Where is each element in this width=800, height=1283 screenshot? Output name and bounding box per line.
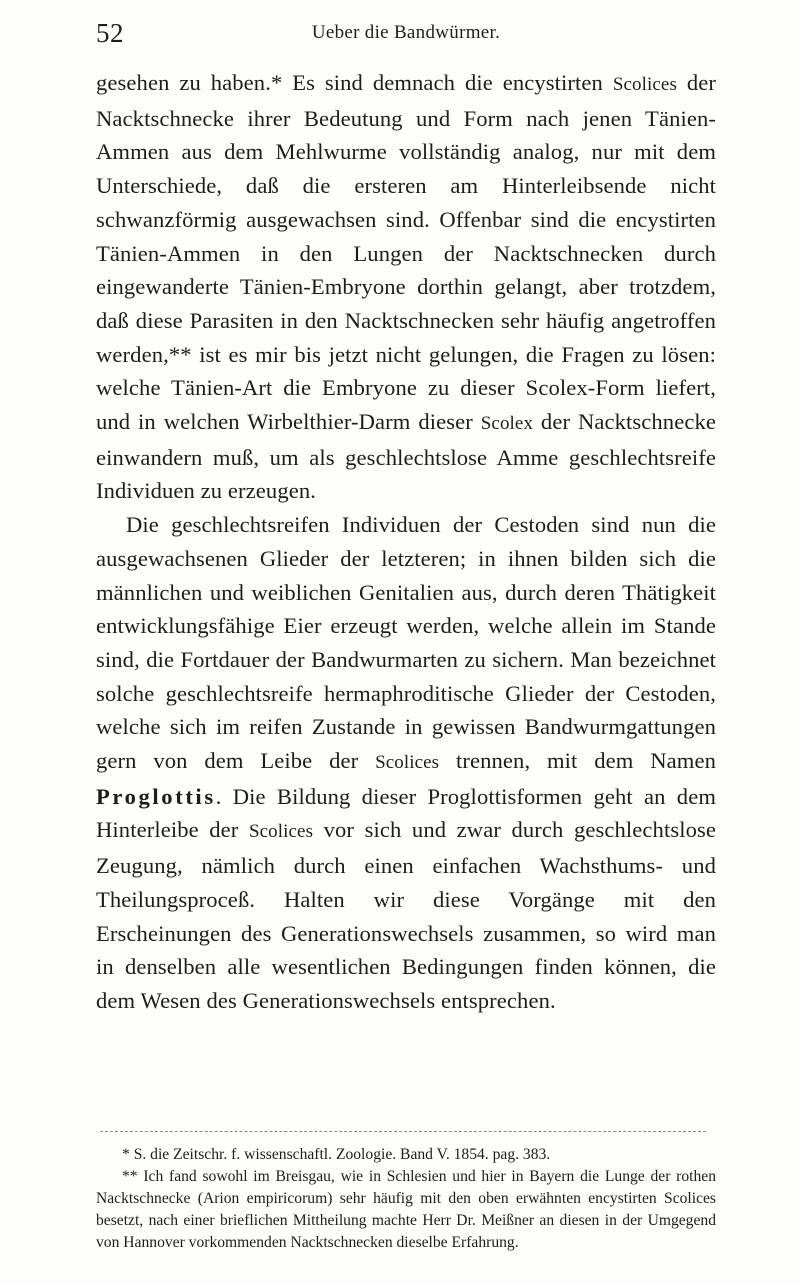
text-run: Die geschlechtsreifen Individuen der Cestoden sind nun die ausgewachsenen Glieder der letzteren; in ihnen bilden sich die männlichen und weiblichen Genitalien aus, durch deren Thätigkeit entwicklungsfähige Eier erzeugt werden, welche allein im Stande sind, die Fortdauer der Bandwurmarten zu sichern. Man bezeichnet solche geschlechtsreife hermaphroditische Glieder der Cestoden, welche sich im reifen Zustande in gewissen Bandwurmgattungen gern von dem Leibe der (96, 512, 716, 774)
text-run: der Nacktschnecke einwandern muß, um als geschlechtslose Amme geschlechtsreife Individuen zu erzeugen. (96, 409, 716, 504)
page-header (96, 18, 716, 54)
latin-term: Scolices (612, 74, 677, 95)
text-run: besetzt, nach einer brieflichen Mittheilung machte Herr Dr. Meißner an diesen in der Umgegend von Hannover vorkommenden Nacktschnecken dieselbe Erfahrung. (96, 1212, 716, 1251)
text-run: . Die Bildung dieser Proglottisformen geht an dem Hinterleibe der (96, 783, 716, 843)
text-run: der Nacktschnecke ihrer Bedeutung und Form nach jenen Tänien-Ammen aus dem Mehlwurme vollständig analog, nur mit dem Unterschiede, daß die ersteren am Hinterleibsende nicht schwanzförmig ausgewachsen sind. Offenbar sind die encystirten Tänien-Ammen in den Lungen der Nacktschnecken durch eingewanderte Tänien-Embryone dorthin gelangt, aber trotzdem, daß diese Parasiten in den Nacktschnecken sehr häufig angetroffen werden,** ist es mir bis jetzt nicht gelungen, die Fragen zu lösen: welche Tänien-Art die Embryone zu dieser Scolex-Form liefert, und in welchen Wirbelthier-Darm dieser (96, 70, 716, 435)
latin-term: Arion empiricorum (202, 1190, 328, 1207)
footnotes (96, 1144, 716, 1254)
emphasized-term: Proglottis (96, 783, 216, 809)
running-head: Ueber die Bandwürmer. (311, 22, 501, 43)
text-run: ) sehr häufig mit den oben erwähnten encystirten (327, 1190, 665, 1207)
footnote-1: * S. die Zeitschr. f. wissenschaftl. Zoologie. Band V. 1854. pag. 383. (122, 1146, 551, 1163)
page-number: 52 (96, 18, 124, 48)
text-run: ** Ich fand sowohl im Breisgau, wie in Schlesien und hier in Bayern die Lunge der rothen Nacktschnecke ( (96, 1168, 716, 1207)
body-text (96, 66, 716, 1018)
latin-term: Scolex (480, 413, 534, 435)
latin-term: Scolices (248, 821, 314, 843)
text-run: vor sich und zwar durch geschlechtslose Zeugung, nämlich durch einen einfachen Wachsthums- und Theilungsproceß. Halten wir diese Vorgänge mit den Erscheinungen des Generationswechsels zusammen, so wird man in denselben alle wesentlichen Bedingungen finden können, die dem Wesen des Generationswechsels entsprechen. (96, 817, 717, 1013)
paragraph-2 (96, 508, 716, 1018)
paragraph-1 (96, 66, 716, 508)
footnote-2 (96, 1166, 716, 1254)
text-run: gesehen zu haben.* Es sind demnach die encystirten (96, 70, 613, 95)
latin-term: Scolices (664, 1190, 716, 1207)
footnote-divider (100, 1131, 706, 1132)
text-run: trennen, mit dem Namen (439, 748, 716, 774)
latin-term: Scolices (375, 752, 440, 774)
